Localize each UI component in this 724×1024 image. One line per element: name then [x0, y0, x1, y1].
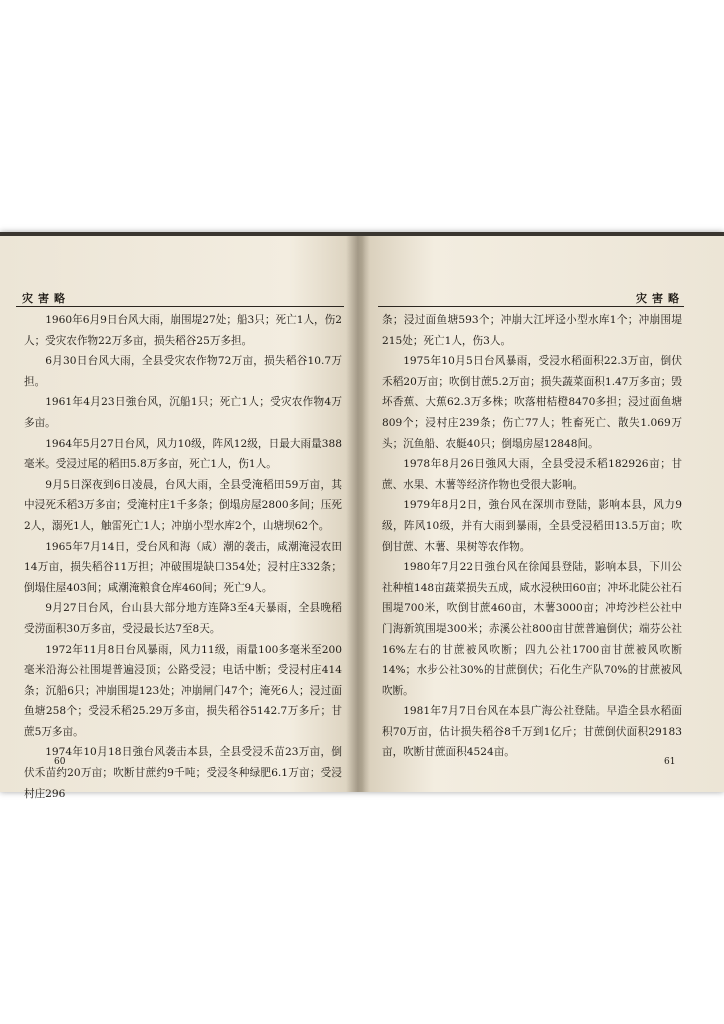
page-body: [24, 310, 342, 804]
paragraph: 1979年8月2日，強台风在深圳市登陆，影响本县，风力9级，阵风10级，并有大雨到暴雨，全县受浸稻田13.5万亩；吹倒甘蔗、木薯、果树等农作物。: [382, 499, 682, 553]
right-page: [370, 232, 724, 792]
paragraph: 1965年7月14日，受台风和海（咸）潮的袭击，咸潮淹浸农田14万亩，损失稻谷11万担；冲破围堤缺口354处；浸村庄332条；倒塌住屋403间；咸潮淹粮食仓库460间；死亡9人。: [24, 540, 342, 594]
paragraph: 1974年10月18日強台风袭击本县，全县受浸禾苗23万亩，倒伏禾苗约20万亩；吹断甘蔗约9千吨；受浸冬种绿肥6.1万亩；受浸村庄296: [24, 746, 342, 800]
paragraph: 9月27日台风，台山县大部分地方连降3至4天暴雨，全县晚稻受涝面积30万多亩，受浸最长达7至8天。: [24, 602, 342, 635]
paragraph: 1964年5月27日台风，风力10级，阵风12级，日最大雨量388毫米。受浸过尾的稻田5.8万多亩，死亡1人，伤1人。: [24, 437, 342, 471]
paragraph: 1978年8月26日強风大雨，全县受浸禾稻182926亩；甘蔗、水果、木薯等经济作物也受很大影响。: [382, 458, 682, 491]
page-number: 60: [54, 757, 66, 767]
running-head: 灾害略: [636, 292, 684, 305]
page-number: 61: [664, 757, 676, 767]
page-body: [382, 310, 682, 763]
header-rule: [16, 306, 344, 307]
book-spread: [0, 232, 724, 800]
paragraph: 1975年10月5日台风暴雨，受浸水稻面积22.3万亩，倒伏禾稻20万亩；吹倒甘蔗5.2万亩；损失蔬菜面积1.47万多亩；毁坏香蕉、大蕉62.3万多株；吹落柑桔橙8470多担；浸过面鱼塘809个；浸村庄239条；伤亡77人；牲畜死亡、散失1.069万头；沉鱼船、农艇40只；倒塌房屋12848间。: [382, 355, 682, 450]
paragraph: 1972年11月8日台风暴雨，风力11级，雨量100多毫米至200毫米沿海公社围堤普遍浸顶；公路受浸；电话中断；受浸村庄414条；沉船6只；冲崩围堤123处；冲崩闸门47个；淹死6人；浸过面鱼塘258个；受浸禾稻25.29万多亩，损失稻谷5142.7万多斤；甘蔗5万多亩。: [24, 643, 342, 738]
header-rule: [378, 306, 684, 307]
paragraph: 1961年4月23日強台风，沉船1只；死亡1人；受灾农作物4万多亩。: [24, 396, 342, 429]
paragraph: 6月30日台风大雨，全县受灾农作物72万亩，损失稻谷10.7万担。: [24, 355, 342, 388]
paragraph: 9月5日深夜到6日凌晨，台风大雨，全县受淹稻田59万亩，其中浸死禾稻3万多亩；受淹村庄1千多条；倒塌房屋2800多间；压死2人，溺死1人，触雷死亡1人；冲崩小型水库2个，山塘坝62个。: [24, 478, 342, 532]
paragraph: 1980年7月22日強台风在徐闻县登陆，影响本县，下川公社种植148亩蔬菜损失五成，咸水浸秧田60亩；冲坏北陡公社石围堤700米，吹倒甘蔗460亩，木薯3000亩；冲垮沙栏公社中门海新筑围堤300米；赤溪公社800亩甘蔗普遍倒伏；端芬公社16%左右的甘蔗被风吹断；四九公社1700亩甘蔗被风吹断14%；水步公社30%的甘蔗倒伏；石化生产队70%的甘蔗被风吹断。: [382, 561, 682, 697]
paragraph: 1960年6月9日台风大雨，崩围堤27处；船3只；死亡1人，伤2人；受灾农作物22万多亩，损失稻谷25万多担。: [24, 314, 342, 347]
paragraph: 1981年7月7日台风在本县广海公社登陆。早造全县水稻面积70万亩，估计损失稻谷8千万到1亿斤；甘蔗倒伏面积29183亩，吹断甘蔗面积4524亩。: [382, 705, 682, 759]
continued-paragraph: 条；浸过面鱼塘593个；冲崩大江坪迳小型水库1个；冲崩围堤215处；死亡1人，伤3人。: [382, 314, 682, 347]
running-head: 灾害略: [22, 292, 70, 305]
left-page: [0, 232, 350, 800]
